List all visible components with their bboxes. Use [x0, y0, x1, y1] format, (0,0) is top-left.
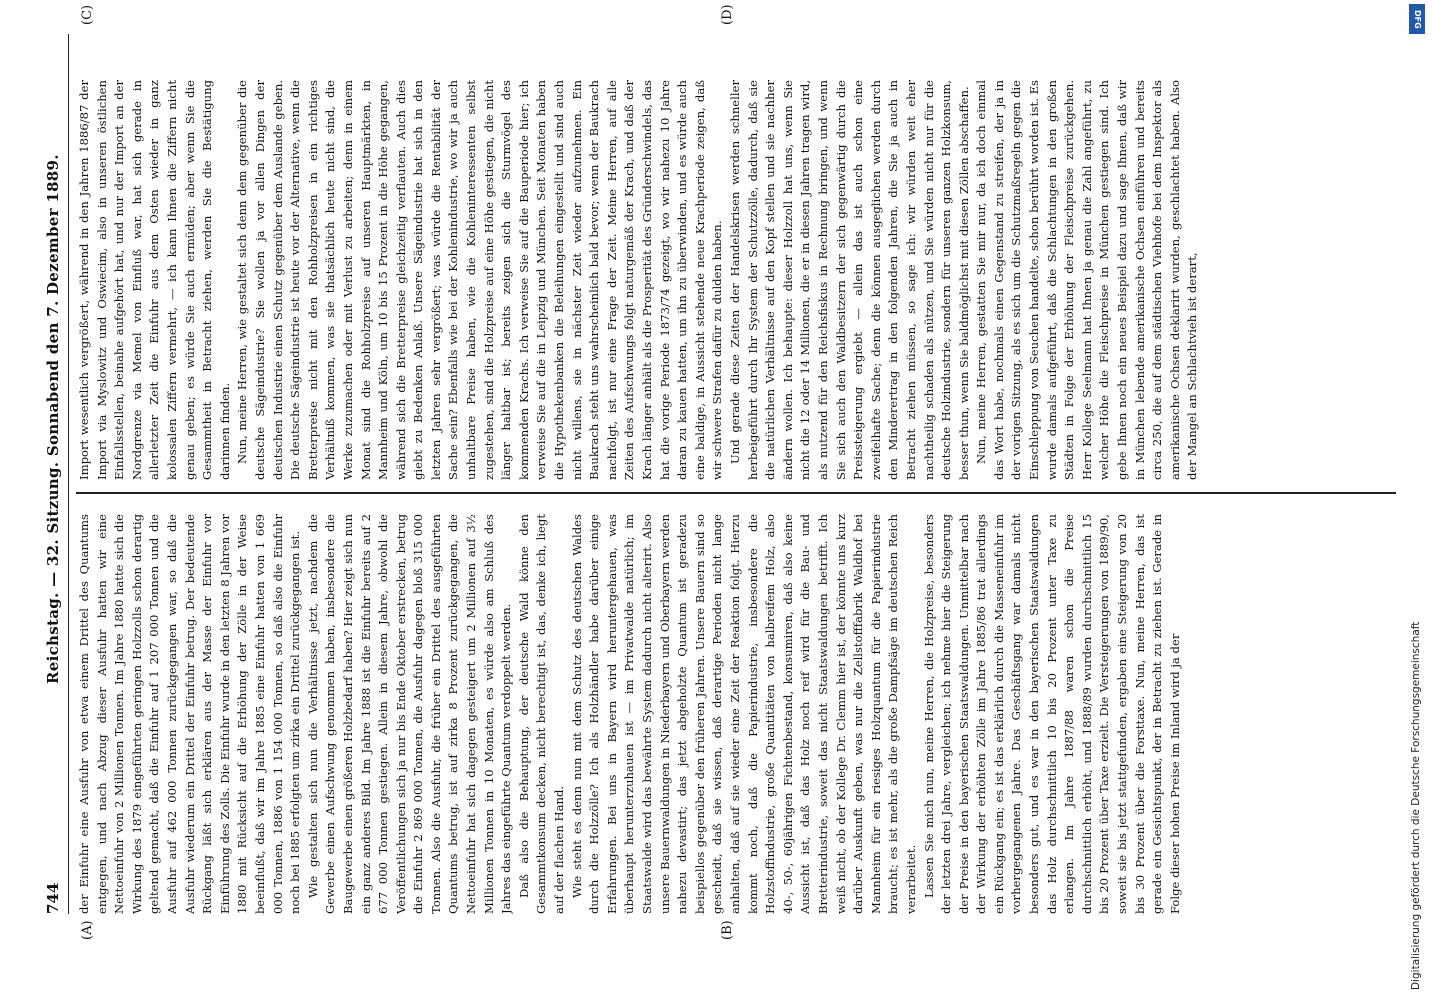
running-title: Reichstag. — 32. Sitzung. Sonnabend den 7. Dezember 1889. [44, 154, 62, 684]
paragraph: der Einfuhr eine Ausfuhr von etwa einem Drittel des Quantums entgegen, und nach Abzug dieser Ausfuhr hatten wir eine Nettoeinfuhr von 2 Millionen Tonnen. Im Jahre 1880 hatte sich die Wirkung des 1879 eingeführten geringen Holzzolls schon derartig geltend gemacht, daß die Einfuhr auf 1 207 000 Tonnen und die Ausfuhr auf 462 000 Tonnen zurückgegangen war, so daß die Ausfuhr wiederum ein Drittel der Einfuhr betrug. Der bedeutende Rückgang läßt sich erklären aus der Masse der Einfuhr vor Einführung des Zolls. Die Einfuhr wurde in den letzten 8 Jahren vor 1880 mit Rücksicht auf die Erhöhung der Zölle in der Weise beeinflußt, daß wir im Jahre 1885 eine Einfuhr hatten von 1 669 000 Tonnen, 1886 von 1 154 000 Tonnen, so daß also die Einfuhr noch bei 1885 erfolgten um zirka ein Drittel zurückgegangen ist. [77, 514, 303, 914]
paragraph: Nun, meine Herren, gestatten Sie mir nur, da ich doch einmal das Wort habe, nochmals einen Gegenstand zu streifen, der ja in der vorigen Sitzung, als es sich um die Schutzmaßregeln gegen die Einschleppung von Seuchen handelte, schon berührt worden ist. Es wurde damals aufgeführt, daß die Schlachtungen in den großen Städten in Folge der Erhöhung der Fleischpreise zurückgehen. Herr Kollege Seelmann hat Ihnen ja genau die Zahl angeführt, zu welcher Höhe die Fleischpreise in München gestiegen sind. Ich gebe Ihnen noch ein neues Beispiel dazu und sage Ihnen, daß wir in München lebende amerikanische Ochsen einführen und bereits circa 250, die auf dem städtischen Viehhofe bei dem Inspektor als amerikanische Ochsen deklarirt wurden, geschlachtet haben. Also der Mangel an Schlachtvieh ist derart, [974, 80, 1200, 480]
paragraph: Daß also die Behauptung, der deutsche Wald könne den Gesammtkonsum decken, nicht berechtigt ist, das, denke ich, liegt auf der flachen Hand. [516, 514, 567, 914]
column-divider [76, 493, 1396, 495]
margin-marker-b: (B) [720, 920, 735, 940]
paragraph: Wie gestalten sich nun die Verhältnisse jetzt, nachdem die Gewerbe einen Aufschwung genommen haben, insbesondere die Baugewerbe einen größeren Holzbedarf haben? Hier zeigt sich nun ein ganz anderes Bild. Im Jahre 1888 ist die Einfuhr bereits auf 2 677 000 Tonnen gestiegen. Allein in diesem Jahre, obwohl die Veröffentlichungen sich ja nur bis Ende Oktober erstrecken, betrug die Einfuhr 2 869 000 Tonnen, die Ausfuhr dagegen bloß 315 000 Tonnen. Also die Ausfuhr, die früher ein Drittel des ausgeführten Quantums betrug, ist auf zirka 8 Prozent zurückgegangen, die Nettoeinfuhr hat sich dagegen gesteigert um 2 Millionen auf 3½ Millionen Tonnen in 10 Monaten, es würde also am Schluß des Jahres das eingeführte Quantum verdoppelt werden. [305, 514, 514, 914]
paragraph: Import wesentlich vergrößert, während in den Jahren 1886/87 der Import via Myslowitz und Oswiecim, also in unseren östlichen Einfallsstellen, beinahe aufgehört hat, und nur der Import an der Nordgrenze via Memel von Einfluß war, hat sich gerade in allerletzter Zeit die Einfuhr aus dem Osten wieder in ganz kolossalen Ziffern vermehrt, — ich kann Ihnen die Ziffern nicht genau geben; es würde Sie auch ermüden; aber wenn Sie die Gesammtheit in Betracht ziehen, werden Sie die Bestätigung darinnen finden. [77, 80, 232, 480]
right-column [76, 80, 1396, 480]
dfg-logo: DFG [1409, 4, 1425, 34]
margin-marker-c: (C) [80, 4, 95, 25]
margin-marker-d: (D) [720, 4, 735, 25]
paragraph: Und gerade diese Zeiten der Handelskrisen werden schneller herbeigeführt durch Ihr System der Schutzzölle, dadurch, daß sie die natürlichen Verhältnisse auf den Kopf stellen und sie nachher ändern wollen. Ich behaupte: dieser Holzzoll hat uns, wenn Sie nicht die 12 oder 14 Millionen, die er in diesen Jahren tragen wird, als nutzend für den Reichsfiskus in Rechnung bringen, und wenn Sie sich auch den Waldbesitzern der sich gegenwärtig durch die Preissteigerung ergiebt — allein das ist auch schon eine zweifelhafte Sache; denn die können ausgeglichen werden durch den Minderertrag in den folgenden Jahren, die Sie ja auch in Betracht ziehen müssen, so sage ich: wir würden weit eher nachtheilig schaden als nützen, und Sie würden nicht nur für die deutsche Holzindustrie, sondern für unseren ganzen Holzkonsum, besser thun, wenn Sie baldmöglichst mit diesen Zöllen abschaffen. [727, 80, 971, 480]
digitization-credit [1406, 0, 1428, 1000]
credit-text: Digitalisierung gefördert durch die Deutsche Forschungsgemeinschaft [1410, 621, 1422, 990]
paragraph: Wie steht es denn nun mit dem Schutz des deutschen Waldes durch die Holzzölle? Ich als Holzhändler habe darüber einige Erfahrungen. Bei uns in Bayern wird heruntergehauen, was überhaupt herunterzuhauen ist — im Privatwalde natürlich; im Staatswalde wird das bewährte System dadurch nicht alterirt. Also unsere Bauernwaldungen in Niederbayern und Oberbayern werden nahezu devastirt; das jetzt abgeholzte Quantum ist geradezu beispiellos gegenüber den früheren Jahren. Unsere Bauern sind so gescheidt, daß sie wissen, daß derartige Perioden nicht lange anhalten, daß auf sie wieder eine Zeit der Reaktion folgt. Hierzu kommt noch, daß die Papierindustrie, insbesondere die Holzstoffindustrie, große Quantitäten von halbreifem Holz, also 40-, 50-, 60jährigen Fichtenbestand, konsumiren, daß also keine Aussicht ist, daß das Holz noch reif wird für die Bau- und Bretterindustrie, soweit das nicht Staatswaldungen betrifft. Ich weiß nicht, ob der Kollege Dr. Clemm hier ist, der könnte uns kurz darüber Auskunft geben, was nur die Zellstofffabrik Waldhof bei Mannheim für ein riesiges Holzquantum für die Papierindustrie braucht; es ist mehr, als die große Dampfsäge im deutschen Reich verarbeitet. [569, 514, 918, 914]
page-header [40, 34, 69, 914]
left-column [76, 514, 1396, 914]
paragraph: Nun, meine Herren, wie gestaltet sich denn dem gegenüber die deutsche Sägeindustrie? Sie wollen ja vor allen Dingen der deutschen Industrie einen Schutz gegenüber dem Auslande geben. Die deutsche Sägeindustrie ist heute vor der Alternative, wenn die Bretterpreise nicht mit den Rohholzpreisen in ein richtiges Verhältniß kommen, was sie thatsächlich heute nicht sind, die Werke zuzumachen oder mit Verlust zu arbeiten; denn in einem Monat sind die Rohholzpreise auf unseren Hauptmärkten, in Mannheim und Köln, um 10 bis 15 Prozent in die Höhe gegangen, während sich die Bretterpreise gleichzeitig verflauten. Auch dies giebt zu Bedenken Anlaß. Unsere Sägeindustrie hat sich in den letzten Jahren sehr vergrößert; was würde die Rentabilität der Sache sein? Ebenfalls wie bei der Kohlenindustrie, wo wir ja auch unhaltbare Preise haben, wie die Kohleninteressenten selbst zugestehen, sind die Holzpreise auf eine Höhe gestiegen, die nicht länger haltbar ist; bereits zeigen sich die Sturmvögel des kommenden Krachs. Ich verweise Sie auf die Bauperiode hier; ich verweise Sie auf die in Leipzig und München. Seit Monaten haben die Hypothekenbanken die Beleihungen eingestellt und sind auch nicht willens, sie in nächster Zeit wieder aufzunehmen. Ein Baukrach steht uns wahrscheinlich bald bevor; wenn der Baukrach nachfolgt, ist nur eine Frage der Zeit. Meine Herren, auf alle Zeiten des Aufschwungs folgt naturgemäß der Krach, und daß der Krach länger anhält als die Prosperität des Gründerschwindels, das hat die vorige Periode 1873/74 gezeigt, wo wir nahezu 10 Jahre daran zu kauen hatten, um ihn zu überwinden, und es würde auch eine baldige, in Aussicht stehende neue Krachperiode zeigen, daß wir schwere Strafen dafür zu dulden haben. [235, 80, 725, 480]
page-number: 744 [44, 882, 62, 914]
margin-marker-a: (A) [80, 920, 95, 940]
paragraph: Lassen Sie mich nun, meine Herren, die Holzpreise, besonders der letzten drei Jahre, vergleichen; ich nehme hier die Steigerung der Preise in den bayerischen Staatswaldungen. Unmittelbar nach der Wirkung der erhöhten Zölle im Jahre 1885/86 trat allerdings ein Rückgang ein; es ist das erklärlich durch die Masseneinfuhr im vorhergegangenen Jahre. Das Geschäftsgang war damals nicht besonders gut, und es war in den bayerischen Staatswaldungen das Holz durchschnittlich 10 bis 20 Prozent unter Taxe zu erlangen. Im Jahre 1887/88 waren schon die Preise durchschnittlich erhöht, und 1888/89 wurden durchschnittlich 15 bis 20 Prozent über Taxe erzielt. Die Versteigerungen von 1889/90, soweit sie bis jetzt stattgefunden, ergaben eine Steigerung von 20 bis 30 Prozent über die Forsttaxe. Nun, meine Herren, das ist gerade ein Gesichtspunkt, der in Betracht zu ziehen ist. Gerade in Folge dieser hohen Preise im Inland wird ja der [921, 514, 1182, 914]
